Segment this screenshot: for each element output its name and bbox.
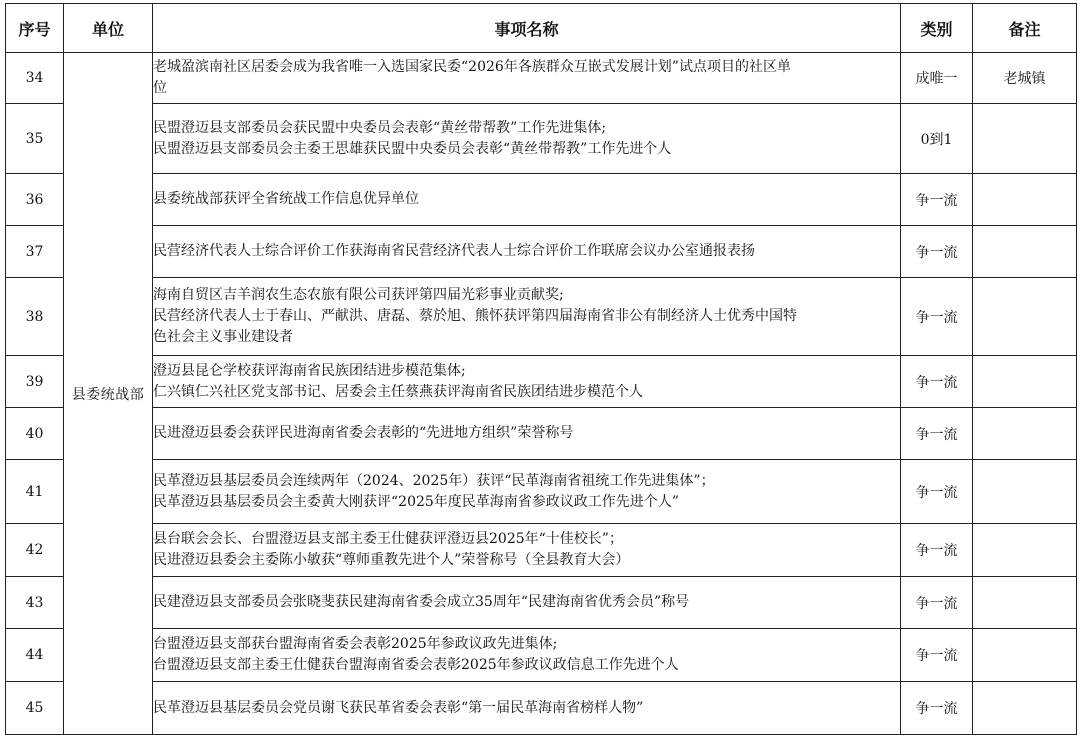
note-cell bbox=[973, 278, 1077, 356]
note-cell bbox=[973, 629, 1077, 682]
header-row bbox=[6, 4, 1077, 53]
item-text-line: 位 bbox=[153, 80, 167, 96]
category-cell: 争一流 bbox=[901, 174, 973, 226]
item-name-cell bbox=[153, 629, 901, 682]
item-name-cell bbox=[153, 408, 901, 460]
category-cell: 争一流 bbox=[901, 226, 973, 278]
item-text-line: 台盟澄迈县支部主委王仕健获台盟海南省委会表彰2025年参政议政信息工作先进个人 bbox=[153, 657, 679, 673]
item-text-line: 澄迈县昆仑学校获评海南省民族团结进步模范集体; bbox=[153, 362, 466, 379]
item-text-line: 老城盈滨南社区居委会成为我省唯一入选国家民委“2026年各族群众互嵌式发展计划”试点项目的社区单 bbox=[153, 59, 791, 75]
honors-table-sheet bbox=[5, 3, 1076, 735]
table-row bbox=[6, 53, 1077, 104]
item-name-cell bbox=[153, 577, 901, 629]
note-cell: 老城镇 bbox=[973, 53, 1077, 104]
item-text-line: 民革澄迈县基层委员会连续两年（2024、2025年）获评“民革海南省祖统工作先进集体”； bbox=[153, 472, 715, 489]
category-cell: 成唯一 bbox=[901, 53, 973, 104]
table-row bbox=[6, 408, 1077, 460]
item-text-line: 民营经济代表人士于春山、严献洪、唐磊、蔡於旭、熊怀获评第四届海南省非公有制经济人士优秀中国特 bbox=[153, 308, 797, 324]
item-text-line: 台盟澄迈县支部获台盟海南省委会表彰2025年参政议政先进集体; bbox=[153, 636, 558, 652]
item-text-line: 民革澄迈县基层委员会党员谢飞获民革省委会表彰“第一届民革海南省榜样人物” bbox=[153, 699, 644, 716]
row-number: 38 bbox=[6, 278, 64, 356]
table-row bbox=[6, 174, 1077, 226]
category-cell: 争一流 bbox=[901, 356, 973, 408]
category-cell: 争一流 bbox=[901, 524, 973, 577]
category-cell: 0到1 bbox=[901, 104, 973, 174]
item-name-cell bbox=[153, 174, 901, 226]
category-cell: 争一流 bbox=[901, 682, 973, 735]
row-number: 40 bbox=[6, 408, 64, 460]
item-name-cell bbox=[153, 53, 901, 104]
unit-cell: 县委统战部 bbox=[64, 53, 153, 735]
category-cell: 争一流 bbox=[901, 577, 973, 629]
item-text-line: 民革澄迈县基层委员会主委黄大刚获评“2025年度民革海南省参政议政工作先进个人” bbox=[153, 493, 679, 510]
header-unit: 单位 bbox=[64, 4, 153, 53]
item-name-cell bbox=[153, 278, 901, 356]
item-text-line: 民进澄迈县委会主委陈小敏获“尊师重教先进个人”荣誉称号（全县教育大会） bbox=[153, 552, 630, 568]
note-cell bbox=[973, 226, 1077, 278]
category-cell: 争一流 bbox=[901, 460, 973, 524]
row-number: 42 bbox=[6, 524, 64, 577]
item-text-line: 县台联会会长、台盟澄迈县支部主委王仕健获评澄迈县2025年“十佳校长”； bbox=[153, 531, 623, 547]
note-cell bbox=[973, 682, 1077, 735]
note-cell bbox=[973, 174, 1077, 226]
item-text-line: 民建澄迈县支部委员会张晓斐获民建海南省委会成立35周年“民建海南省优秀会员”称号 bbox=[153, 594, 690, 610]
item-name-cell bbox=[153, 356, 901, 408]
table-row bbox=[6, 629, 1077, 682]
item-name-cell bbox=[153, 226, 901, 278]
header-no: 序号 bbox=[6, 4, 64, 53]
row-number: 43 bbox=[6, 577, 64, 629]
table-row bbox=[6, 278, 1077, 356]
header-category: 类别 bbox=[901, 4, 973, 53]
category-cell: 争一流 bbox=[901, 278, 973, 356]
item-text-line: 民盟澄迈县支部委员会主委王思雄获民盟中央委员会表彰“黄丝带帮教”工作先进个人 bbox=[153, 140, 672, 157]
row-number: 39 bbox=[6, 356, 64, 408]
note-cell bbox=[973, 356, 1077, 408]
row-number: 37 bbox=[6, 226, 64, 278]
item-text-line: 仁兴镇仁兴社区党支部书记、居委会主任蔡燕获评海南省民族团结进步模范个人 bbox=[153, 383, 643, 400]
item-text-line: 民营经济代表人士综合评价工作获海南省民营经济代表人士综合评价工作联席会议办公室通报表扬 bbox=[153, 243, 755, 259]
category-cell: 争一流 bbox=[901, 629, 973, 682]
category-cell: 争一流 bbox=[901, 408, 973, 460]
table-row bbox=[6, 524, 1077, 577]
row-number: 45 bbox=[6, 682, 64, 735]
table-row bbox=[6, 356, 1077, 408]
note-cell bbox=[973, 104, 1077, 174]
header-item: 事项名称 bbox=[153, 4, 901, 53]
honors-table bbox=[5, 3, 1077, 735]
note-cell bbox=[973, 460, 1077, 524]
row-number: 44 bbox=[6, 629, 64, 682]
table-row bbox=[6, 577, 1077, 629]
item-name-cell bbox=[153, 460, 901, 524]
item-text-line: 色社会主义事业建设者 bbox=[153, 329, 293, 345]
table-row bbox=[6, 460, 1077, 524]
note-cell bbox=[973, 408, 1077, 460]
row-number: 36 bbox=[6, 174, 64, 226]
item-text-line: 民进澄迈县委会获评民进海南省委会表彰的“先进地方组织”荣誉称号 bbox=[153, 425, 574, 441]
item-name-cell bbox=[153, 104, 901, 174]
note-cell bbox=[973, 577, 1077, 629]
row-number: 41 bbox=[6, 460, 64, 524]
item-name-cell bbox=[153, 682, 901, 735]
item-text-line: 民盟澄迈县支部委员会获民盟中央委员会表彰“黄丝带帮教”工作先进集体; bbox=[153, 119, 607, 136]
item-text-line: 海南自贸区吉羊润农生态农旅有限公司获评第四届光彩事业贡献奖; bbox=[153, 287, 564, 303]
table-body bbox=[6, 53, 1077, 735]
row-number: 35 bbox=[6, 104, 64, 174]
header-note: 备注 bbox=[973, 4, 1077, 53]
table-row bbox=[6, 104, 1077, 174]
table-row bbox=[6, 682, 1077, 735]
note-cell bbox=[973, 524, 1077, 577]
item-text-line: 县委统战部获评全省统战工作信息优异单位 bbox=[153, 191, 419, 207]
table-row bbox=[6, 226, 1077, 278]
item-name-cell bbox=[153, 524, 901, 577]
row-number: 34 bbox=[6, 53, 64, 104]
